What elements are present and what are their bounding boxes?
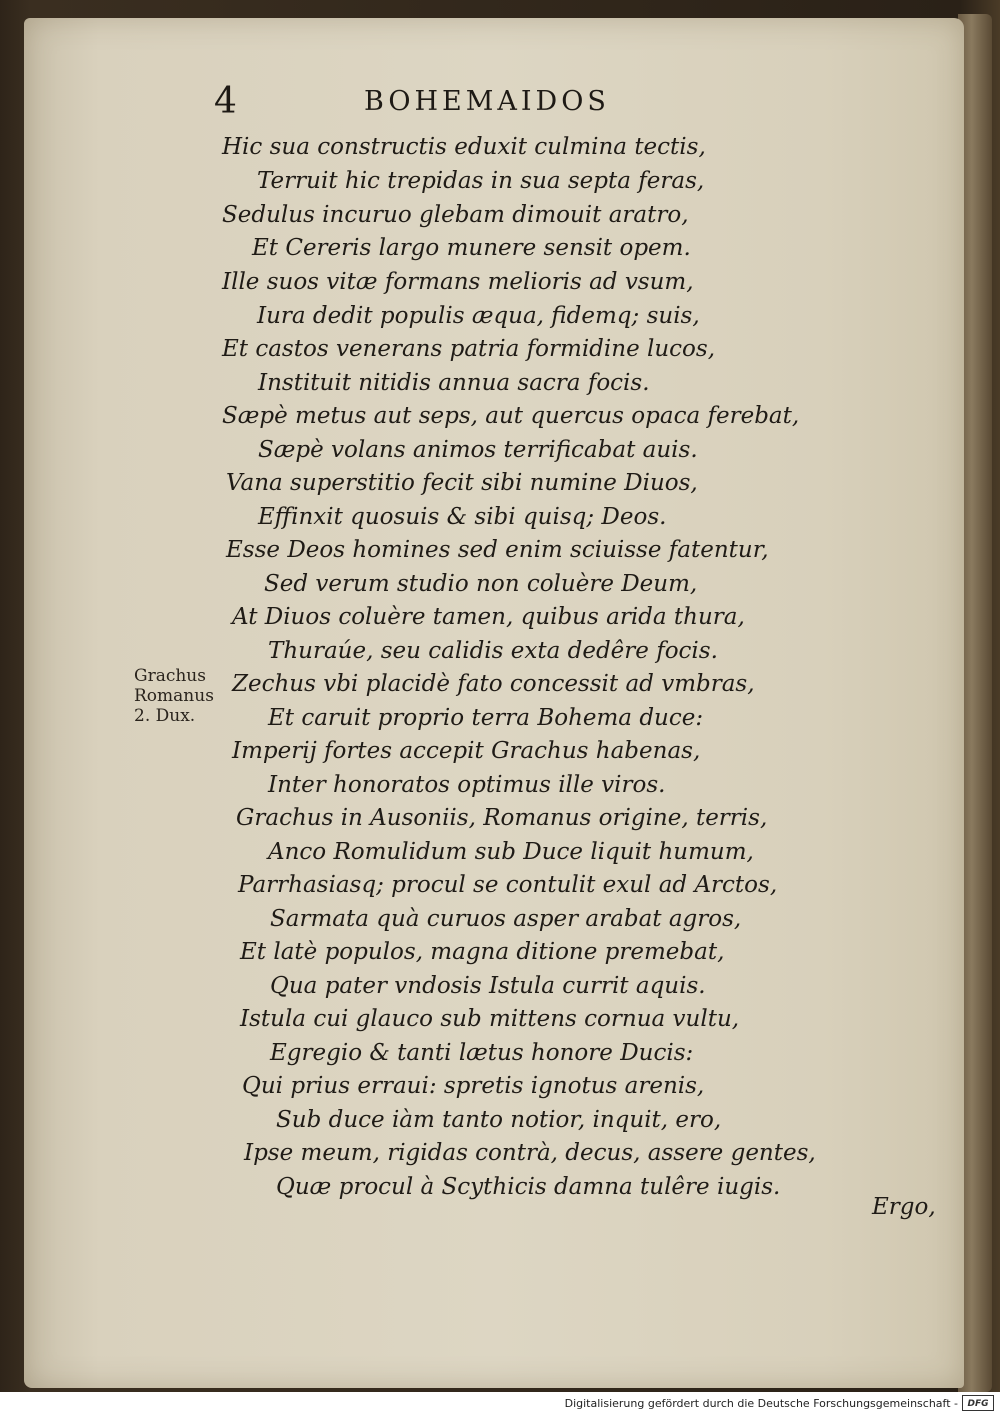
verse-line: Ipse meum, rigidas contrà, decus, assere gentes, xyxy=(244,1140,816,1166)
verse-line: Vana superstitio fecit sibi numine Diuos, xyxy=(226,470,698,496)
marginal-note-line: Grachus xyxy=(134,666,206,686)
verse-line: Iura dedit populis æqua, fidemq; suis, xyxy=(257,303,700,329)
marginal-note-line: 2. Dux. xyxy=(134,706,196,726)
dfg-logo-icon: DFG xyxy=(962,1395,994,1411)
verse-line: Istula cui glauco sub mittens cornua vultu, xyxy=(240,1006,740,1032)
page-number: 4 xyxy=(214,81,237,122)
verse-line: Sed verum studio non coluère Deum, xyxy=(264,571,698,597)
running-head: BOHEMAIDOS xyxy=(364,86,610,117)
verse-line: Esse Deos homines sed enim sciuisse fatentur, xyxy=(226,537,769,563)
verse-line: At Diuos coluère tamen, quibus arida thura, xyxy=(232,604,745,630)
verse-line: Effinxit quosuis & sibi quisq; Deos. xyxy=(258,504,667,530)
verse-line: Qui prius erraui: spretis ignotus arenis, xyxy=(242,1073,705,1099)
verse-line: Inter honoratos optimus ille viros. xyxy=(268,772,666,798)
verse-line: Grachus in Ausoniis, Romanus origine, terris, xyxy=(236,805,768,831)
verse-line: Sub duce iàm tanto notior, inquit, ero, xyxy=(276,1107,722,1133)
verse-line: Parrhasiasq; procul se contulit exul ad Arctos, xyxy=(238,872,778,898)
verse-line: Anco Romulidum sub Duce liquit humum, xyxy=(268,839,754,865)
catchword: Ergo, xyxy=(872,1194,936,1220)
verse-line: Et latè populos, magna ditione premebat, xyxy=(240,939,725,965)
verse-line: Ille suos vitæ formans melioris ad vsum, xyxy=(222,269,694,295)
verse-line: Imperij fortes accepit Grachus habenas, xyxy=(232,738,701,764)
verse-line: Hic sua constructis eduxit culmina tectis, xyxy=(222,134,706,160)
verse-line: Egregio & tanti lætus honore Ducis: xyxy=(270,1040,694,1066)
verse-line: Sæpè volans animos terrificabat auis. xyxy=(258,437,698,463)
verse-line: Et Cereris largo munere sensit opem. xyxy=(252,235,691,261)
verse-line: Instituit nitidis annua sacra focis. xyxy=(258,370,650,396)
marginal-note xyxy=(134,666,228,726)
verse-line: Et castos venerans patria formidine lucos, xyxy=(222,336,716,362)
verse-line: Qua pater vndosis Istula currit aquis. xyxy=(270,973,706,999)
verse-line: Sarmata quà curuos asper arabat agros, xyxy=(270,906,742,932)
marginal-note-line: Romanus xyxy=(134,686,214,706)
verse-line: Sæpè metus aut seps, aut quercus opaca ferebat, xyxy=(222,403,800,429)
verse-line: Et caruit proprio terra Bohema duce: xyxy=(268,705,704,731)
verse-line: Sedulus incuruo glebam dimouit aratro, xyxy=(222,202,689,228)
verse-line: Quæ procul à Scythicis damna tulêre iugis. xyxy=(276,1174,781,1200)
footer-bar xyxy=(0,1392,1000,1416)
footer-credit: Digitalisierung gefördert durch die Deutsche Forschungsgemeinschaft - xyxy=(564,1397,958,1410)
verse-line: Zechus vbi placidè fato concessit ad vmbras, xyxy=(232,671,755,697)
verse-line: Terruit hic trepidas in sua septa feras, xyxy=(257,168,705,194)
verse-line: Thuraúe, seu calidis exta dedêre focis. xyxy=(268,638,718,664)
